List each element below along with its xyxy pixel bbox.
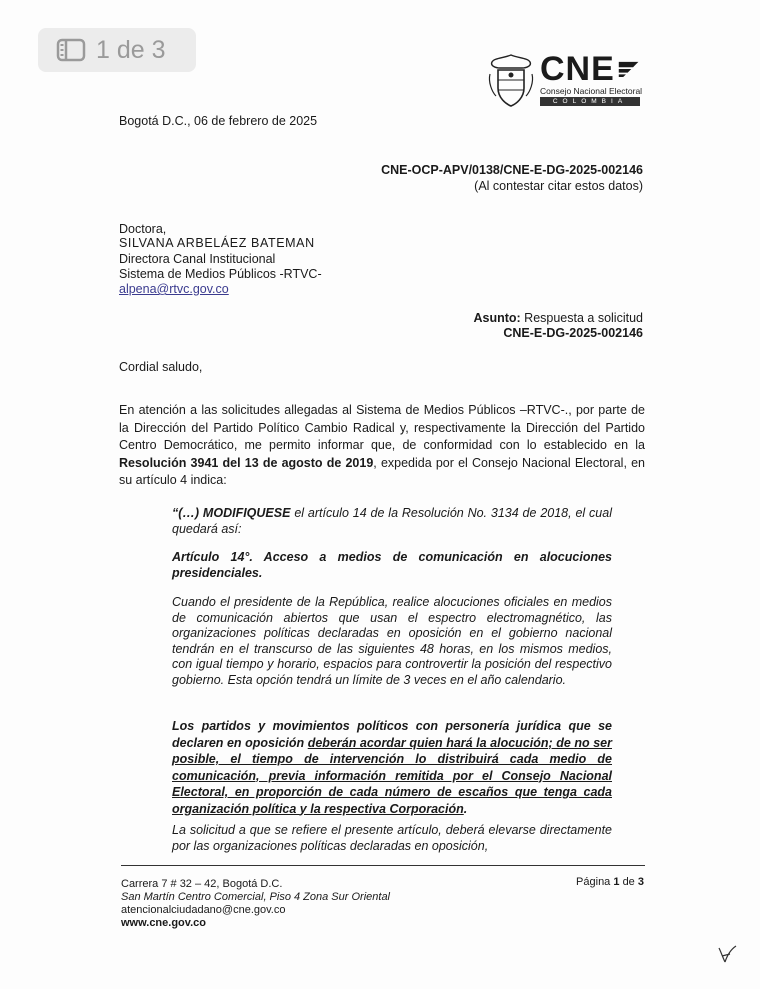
footer-address: Carrera 7 # 32 – 42, Bogotá D.C.: [121, 878, 283, 890]
subject-line: [345, 311, 643, 326]
page-indicator-text: 1 de 3: [96, 35, 166, 64]
subject-code: CNE-E-DG-2025-002146: [503, 326, 643, 340]
footer-page-of: de: [622, 876, 635, 888]
greeting: Cordial saludo,: [119, 360, 203, 374]
footer-location: San Martín Centro Comercial, Piso 4 Zona Sur Oriental: [121, 891, 391, 903]
quote-paragraph-2-text: Los partidos y movimientos políticos con personería jurídica que se declaren en oposición: [172, 719, 612, 750]
recipient-email-link[interactable]: alpena@rtvc.gov.co: [119, 282, 229, 296]
recipient-org: Sistema de Medios Públicos -RTVC-: [119, 267, 322, 281]
footer-web: www.cne.gov.co: [121, 917, 206, 929]
page-list-icon: [56, 38, 86, 62]
recipient-role: Directora Canal Institucional: [119, 252, 276, 266]
quote-paragraph-3: La solicitud a que se refiere el presente artículo, deberá elevarse directamente por las organizaciones políticas declaradas en oposición,: [172, 823, 612, 853]
recipient-salutation: Doctora,: [119, 222, 167, 236]
place-date: Bogotá D.C., 06 de febrero de 2025: [119, 114, 318, 128]
quote-paragraph-2-end: .: [463, 801, 468, 816]
footer-page-total: 3: [637, 876, 644, 888]
footer-page-number: [560, 876, 644, 889]
subject-text: Respuesta a solicitud: [524, 311, 643, 325]
footer-divider: [121, 865, 645, 866]
article-title: Artículo 14°. Acceso a medios de comunicación en alocuciones presidenciales.: [172, 550, 612, 580]
logo-flag-icon: [617, 57, 640, 81]
cne-logo: [486, 52, 642, 108]
intro-text-2: , expedida por el Consejo Nacional Electoral, en su artículo 4 indica:: [119, 455, 645, 487]
quote-paragraph-2: [172, 718, 612, 817]
quote-paragraph-2-underlined: deberán acordar quien hará la alocución; de no ser posible, el tiempo de intervención lo distribuirá cada medio de comunicación, previa información remitida por el Consejo Nacional Electoral, en proporción de cada número de escaños que tenga cada organización política y la respectiva Corporación: [172, 735, 612, 816]
subject-label: Asunto:: [473, 311, 521, 325]
reference-code: CNE-OCP-APV/0138/CNE-E-DG-2025-002146: [381, 163, 643, 177]
quote-lead-rest: el artículo 14 de la Resolución No. 3134 de 2018, el cual quedará así:: [172, 506, 612, 536]
quote-lead: [172, 506, 612, 537]
footer-page-current: 1: [613, 876, 620, 888]
initials-signature-icon: [716, 944, 740, 964]
footer-email: atencionalciudadano@cne.gov.co: [121, 904, 286, 916]
quote-paragraph-1: Cuando el presidente de la República, realice alocuciones oficiales en medios de comunicación abiertos que usan el espectro electromagnético, las organizaciones políticas declaradas en oposición en el gobierno nacional tendrán en el transcurso de las siguientes 48 horas, en los mismos medios, con igual tiempo y horario, espacios para controvertir la posición del respectivo gobierno. Esta opción tendrá un límite de 3 veces en el año calendario.: [172, 595, 612, 687]
intro-paragraph: [119, 402, 645, 490]
intro-text-1: En atención a las solicitudes allegadas al Sistema de Medios Públicos –RTVC-., por parte de la Dirección del Partido Político Cambio Radical y, respectivamente la Dirección del Partido Centro Democrático, me permito informar que, de conformidad con lo establecido en la: [119, 403, 645, 452]
reference-note: (Al contestar citar estos datos): [474, 179, 643, 193]
logo-country: COLOMBIA: [540, 97, 640, 106]
quote-lead-bold: “(…) MODIFIQUESE: [172, 506, 291, 520]
logo-subtitle: Consejo Nacional Electoral: [540, 86, 643, 96]
recipient-name: SILVANA ARBELÁEZ BATEMAN: [119, 236, 315, 250]
coat-of-arms-icon: [486, 52, 536, 108]
page-indicator-badge[interactable]: [38, 28, 196, 72]
logo-brand: CNE: [540, 50, 615, 88]
intro-resolution: Resolución 3941 del 13 de agosto de 2019: [119, 455, 374, 470]
footer-page-label: Página: [576, 876, 611, 888]
